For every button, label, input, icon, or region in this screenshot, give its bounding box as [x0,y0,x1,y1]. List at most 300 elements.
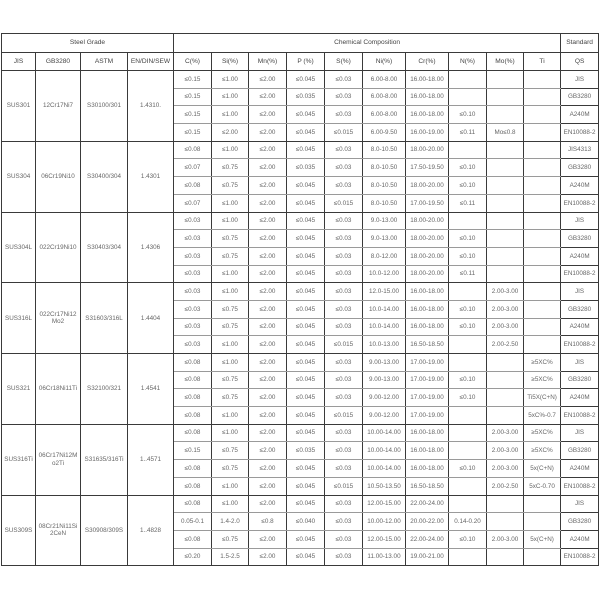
cell-ti [524,212,561,230]
grade-en-din-sew: 1.4541 [128,354,174,425]
cell-qs-standard: GB3280 [561,513,599,531]
grade-gb3280: 06Cr19Ni10 [36,141,81,212]
cell-si: ≤1.00 [212,106,249,124]
cell-mn: ≤2.00 [249,371,287,389]
cell-si: ≤0.75 [212,300,249,318]
cell-qs-standard: EN10088-2 [561,477,599,495]
cell-c: ≤0.15 [174,106,212,124]
grade-jis: SUS301 [2,71,36,142]
cell-c: ≤0.08 [174,407,212,425]
cell-mn: ≤2.00 [249,336,287,354]
cell-ni: 6.00-9.50 [363,124,406,142]
cell-n: ≤0.10 [449,177,487,195]
cell-mo: 2.00-3.00 [487,530,524,548]
cell-p: ≤0.045 [287,318,325,336]
cell-cr: 16.00-18.00 [406,318,449,336]
cell-mn: ≤2.00 [249,495,287,513]
col-gb3280: GB3280 [36,53,81,71]
cell-si: ≤1.00 [212,71,249,89]
cell-qs-standard: JIS4313 [561,141,599,159]
grade-en-din-sew: 1.4404 [128,283,174,354]
cell-si: ≤0.75 [212,159,249,177]
cell-p: ≤0.045 [287,247,325,265]
cell-p: ≤0.045 [287,495,325,513]
cell-si: ≤0.75 [212,247,249,265]
cell-qs-standard: A240M [561,530,599,548]
cell-ni: 12.0-15.00 [363,283,406,301]
cell-p: ≤0.045 [287,354,325,372]
col-c: C(%) [174,53,212,71]
cell-si: ≤1.00 [212,336,249,354]
grade-gb3280: 022Cr17Ni12 Mo2 [36,283,81,354]
cell-ti [524,300,561,318]
cell-n [449,548,487,566]
cell-mo [487,247,524,265]
cell-si: ≤1.00 [212,495,249,513]
cell-qs-standard: GB3280 [561,371,599,389]
cell-p: ≤0.045 [287,336,325,354]
grade-en-din-sew: 1.4306 [128,212,174,283]
cell-si: ≤1.00 [212,354,249,372]
cell-n [449,71,487,89]
cell-cr: 16.00-18.00 [406,88,449,106]
cell-n [449,336,487,354]
grade-en-din-sew: 1.4310. [128,71,174,142]
cell-c: ≤0.03 [174,283,212,301]
cell-si: ≤1.00 [212,477,249,495]
cell-s: ≤0.03 [325,371,363,389]
cell-s: ≤0.03 [325,141,363,159]
cell-mn: ≤2.00 [249,460,287,478]
cell-p: ≤0.035 [287,442,325,460]
cell-mo: 2.00-2.50 [487,336,524,354]
cell-mo [487,230,524,248]
cell-ti [524,548,561,566]
header-column-row [2,53,599,71]
cell-qs-standard: A240M [561,318,599,336]
grade-astm: S30908/309S [81,495,128,566]
grade-astm: S30403/304 [81,212,128,283]
cell-n: ≤0.11 [449,194,487,212]
cell-ni: 8.0-10.50 [363,141,406,159]
cell-c: ≤0.08 [174,530,212,548]
cell-c: ≤0.15 [174,88,212,106]
cell-ti [524,88,561,106]
col-astm: ASTM [81,53,128,71]
grade-astm: S30100/301 [81,71,128,142]
cell-mn: ≤2.00 [249,424,287,442]
cell-ni: 9.00-12.00 [363,407,406,425]
cell-mn: ≤2.00 [249,283,287,301]
cell-cr: 18.00-20.00 [406,177,449,195]
cell-s: ≤0.03 [325,354,363,372]
col-ti: Ti [524,53,561,71]
cell-ni: 9.00-12.00 [363,389,406,407]
cell-s: ≤0.015 [325,336,363,354]
col-en-din-sew: EN/DIN/SEW [128,53,174,71]
cell-s: ≤0.03 [325,442,363,460]
grade-gb3280: 06Cr17Ni12M o2Ti [36,424,81,495]
cell-si: ≤1.00 [212,265,249,283]
cell-qs-standard: A240M [561,177,599,195]
cell-p: ≤0.045 [287,371,325,389]
grade-astm: S32100/321 [81,354,128,425]
cell-mn: ≤2.00 [249,247,287,265]
cell-qs-standard: JIS [561,283,599,301]
cell-p: ≤0.045 [287,424,325,442]
cell-s: ≤0.015 [325,407,363,425]
cell-ti: 5x(C+N) [524,530,561,548]
cell-ti: 5xC%-0.7 [524,407,561,425]
cell-n [449,354,487,372]
cell-qs-standard: JIS [561,354,599,372]
cell-n [449,141,487,159]
cell-ni: 8.0-10.50 [363,177,406,195]
cell-mo: 2.00-3.00 [487,424,524,442]
cell-mo [487,141,524,159]
cell-n: ≤0.10 [449,230,487,248]
cell-mn: ≤2.00 [249,88,287,106]
cell-ni: 8.0-10.50 [363,194,406,212]
cell-qs-standard: A240M [561,460,599,478]
cell-p: ≤0.045 [287,460,325,478]
cell-cr: 22.00-24.00 [406,530,449,548]
cell-qs-standard: A240M [561,106,599,124]
cell-n: 0.14-0.20 [449,513,487,531]
cell-p: ≤0.045 [287,177,325,195]
table-row [2,141,599,159]
cell-s: ≤0.03 [325,71,363,89]
col-p: P (%) [287,53,325,71]
cell-mo: 2.00-3.00 [487,300,524,318]
cell-mn: ≤0.8 [249,513,287,531]
cell-mn: ≤2.00 [249,194,287,212]
cell-ni: 8.0-12.00 [363,247,406,265]
cell-s: ≤0.03 [325,177,363,195]
cell-c: ≤0.07 [174,159,212,177]
cell-mn: ≤2.00 [249,71,287,89]
cell-mo [487,88,524,106]
cell-si: ≤2.00 [212,124,249,142]
cell-c: ≤0.03 [174,318,212,336]
cell-ni: 6.00-8.00 [363,88,406,106]
cell-cr: 19.00-21.00 [406,548,449,566]
col-ni: Ni(%) [363,53,406,71]
cell-mo [487,212,524,230]
grade-jis: SUS304L [2,212,36,283]
cell-s: ≤0.03 [325,424,363,442]
grade-en-din-sew: 1..4828 [128,495,174,566]
cell-cr: 17.00-19.00 [406,354,449,372]
grade-jis: SUS316Ti [2,424,36,495]
cell-mn: ≤2.00 [249,212,287,230]
grade-jis: SUS321 [2,354,36,425]
grade-astm: S31635/316Ti [81,424,128,495]
cell-cr: 18.00-20.00 [406,230,449,248]
cell-ti: Ti5X(C+N) [524,389,561,407]
cell-c: ≤0.03 [174,300,212,318]
cell-mo [487,389,524,407]
cell-ni: 12.00-15.00 [363,495,406,513]
cell-p: ≤0.045 [287,194,325,212]
cell-c: ≤0.08 [174,177,212,195]
cell-ni: 10.00-12.00 [363,513,406,531]
cell-p: ≤0.045 [287,283,325,301]
cell-ti [524,283,561,301]
cell-mn: ≤2.00 [249,477,287,495]
cell-qs-standard: GB3280 [561,230,599,248]
cell-ti [524,336,561,354]
header-steel-grade: Steel Grade [2,34,174,53]
col-si: Si(%) [212,53,249,71]
grade-jis: SUS304 [2,141,36,212]
cell-c: ≤0.08 [174,424,212,442]
cell-n: ≤0.10 [449,460,487,478]
cell-s: ≤0.03 [325,159,363,177]
header-group-row [2,34,599,53]
cell-qs-standard: A240M [561,247,599,265]
cell-ti: ≥5XC% [524,371,561,389]
cell-mo [487,495,524,513]
steel-composition-table [1,33,599,566]
cell-n [449,283,487,301]
grade-gb3280: 12Cr17Ni7 [36,71,81,142]
cell-si: ≤0.75 [212,389,249,407]
cell-s: ≤0.03 [325,548,363,566]
cell-p: ≤0.045 [287,212,325,230]
cell-p: ≤0.045 [287,265,325,283]
cell-si: ≤0.75 [212,460,249,478]
cell-si: ≤1.00 [212,88,249,106]
cell-mo: 2.00-3.00 [487,460,524,478]
cell-mn: ≤2.00 [249,159,287,177]
cell-ni: 10.50-13.50 [363,477,406,495]
cell-cr: 17.00-19.00 [406,389,449,407]
cell-ni: 10.00-14.00 [363,460,406,478]
cell-ti: ≥5XC% [524,442,561,460]
cell-ti: 5x(C+N) [524,460,561,478]
cell-ni: 10.00-14.00 [363,424,406,442]
cell-cr: 16.00-18.00 [406,71,449,89]
cell-mo [487,407,524,425]
cell-ti [524,265,561,283]
cell-p: ≤0.045 [287,389,325,407]
cell-mo: 2.00-3.00 [487,318,524,336]
cell-mo [487,194,524,212]
cell-s: ≤0.015 [325,477,363,495]
cell-c: ≤0.03 [174,230,212,248]
cell-qs-standard: GB3280 [561,442,599,460]
cell-mo [487,177,524,195]
cell-n [449,495,487,513]
cell-ni: 6.00-8.00 [363,71,406,89]
cell-qs-standard: JIS [561,212,599,230]
cell-ti [524,159,561,177]
cell-qs-standard: EN10088-2 [561,124,599,142]
grade-jis: SUS309S [2,495,36,566]
cell-ti [524,124,561,142]
cell-cr: 16.00-18.00 [406,442,449,460]
cell-ni: 10.0-12.00 [363,265,406,283]
cell-cr: 17.00-19.50 [406,194,449,212]
cell-s: ≤0.03 [325,247,363,265]
cell-n: ≤0.10 [449,300,487,318]
cell-p: ≤0.035 [287,88,325,106]
cell-cr: 16.50-18.50 [406,336,449,354]
header-standard: Standard [561,34,599,53]
cell-cr: 18.00-20.00 [406,247,449,265]
cell-mo: 2.00-2.50 [487,477,524,495]
table-body [2,71,599,566]
cell-mn: ≤2.00 [249,530,287,548]
cell-si: ≤1.00 [212,424,249,442]
cell-mn: ≤2.00 [249,106,287,124]
cell-mn: ≤2.00 [249,548,287,566]
cell-s: ≤0.03 [325,300,363,318]
grade-astm: S30400/304 [81,141,128,212]
grade-en-din-sew: 1..4571 [128,424,174,495]
cell-si: 1.5-2.5 [212,548,249,566]
cell-cr: 18.00-20.00 [406,265,449,283]
cell-s: ≤0.03 [325,283,363,301]
cell-si: ≤1.00 [212,212,249,230]
cell-n: ≤0.10 [449,247,487,265]
table-row [2,212,599,230]
cell-qs-standard: EN10088-2 [561,548,599,566]
cell-ni: 9.00-13.00 [363,354,406,372]
cell-s: ≤0.03 [325,513,363,531]
cell-mn: ≤2.00 [249,318,287,336]
cell-cr: 16.00-18.00 [406,283,449,301]
cell-ni: 10.0-14.00 [363,318,406,336]
cell-cr: 16.00-18.00 [406,424,449,442]
cell-si: ≤1.00 [212,194,249,212]
cell-n: ≤0.10 [449,371,487,389]
grade-gb3280: 06Cr18Ni11Ti [36,354,81,425]
cell-cr: 22.00-24.00 [406,495,449,513]
cell-c: ≤0.08 [174,141,212,159]
cell-n [449,407,487,425]
cell-mo [487,265,524,283]
cell-si: ≤1.00 [212,283,249,301]
col-s: S(%) [325,53,363,71]
cell-ti: ≥5XC% [524,424,561,442]
cell-ni: 11.00-13.00 [363,548,406,566]
cell-p: ≤0.045 [287,477,325,495]
cell-c: ≤0.08 [174,354,212,372]
cell-si: ≤0.75 [212,318,249,336]
cell-s: ≤0.03 [325,389,363,407]
cell-n [449,88,487,106]
cell-si: ≤0.75 [212,230,249,248]
cell-ti [524,71,561,89]
cell-c: ≤0.08 [174,389,212,407]
cell-cr: 16.00-18.00 [406,300,449,318]
cell-qs-standard: JIS [561,424,599,442]
cell-ti: 5xC-0.70 [524,477,561,495]
cell-c: ≤0.07 [174,194,212,212]
cell-ni: 9.00-13.00 [363,371,406,389]
cell-qs-standard: JIS [561,495,599,513]
table-row [2,354,599,372]
col-mo: Mo(%) [487,53,524,71]
cell-c: ≤0.08 [174,477,212,495]
cell-n: ≤0.10 [449,106,487,124]
cell-c: ≤0.03 [174,212,212,230]
cell-mn: ≤2.00 [249,407,287,425]
cell-qs-standard: EN10088-2 [561,336,599,354]
col-n: N(%) [449,53,487,71]
cell-n: ≤0.10 [449,318,487,336]
cell-c: ≤0.15 [174,442,212,460]
cell-ti [524,513,561,531]
cell-ti [524,177,561,195]
cell-n: ≤0.10 [449,530,487,548]
cell-c: ≤0.08 [174,495,212,513]
cell-s: ≤0.03 [325,460,363,478]
cell-mo [487,548,524,566]
cell-ti [524,230,561,248]
cell-ni: 10.00-14.00 [363,442,406,460]
cell-qs-standard: JIS [561,71,599,89]
cell-cr: 20.00-22.00 [406,513,449,531]
cell-c: 0.05-0.1 [174,513,212,531]
cell-mo [487,354,524,372]
col-cr: Cr(%) [406,53,449,71]
cell-mn: ≤2.00 [249,141,287,159]
grade-en-din-sew: 1.4301 [128,141,174,212]
cell-qs-standard: EN10088-2 [561,194,599,212]
cell-p: ≤0.045 [287,407,325,425]
cell-s: ≤0.03 [325,88,363,106]
cell-qs-standard: GB3280 [561,159,599,177]
cell-cr: 17.00-19.00 [406,407,449,425]
cell-c: ≤0.15 [174,124,212,142]
cell-mo [487,371,524,389]
cell-mn: ≤2.00 [249,265,287,283]
cell-mn: ≤2.00 [249,389,287,407]
table-row [2,71,599,89]
cell-ni: 10.0-14.00 [363,300,406,318]
col-qs: QS [561,53,599,71]
cell-s: ≤0.03 [325,230,363,248]
cell-c: ≤0.08 [174,371,212,389]
cell-n [449,442,487,460]
grade-gb3280: 08Cr21Ni11Si 2CeN [36,495,81,566]
cell-ni: 9.0-13.00 [363,230,406,248]
cell-s: ≤0.03 [325,106,363,124]
grade-gb3280: 022Cr19Ni10 [36,212,81,283]
cell-p: ≤0.035 [287,159,325,177]
cell-p: ≤0.045 [287,106,325,124]
cell-n: ≤0.10 [449,159,487,177]
cell-ti [524,141,561,159]
cell-ni: 9.0-13.00 [363,212,406,230]
cell-n: ≤0.11 [449,265,487,283]
cell-mo: Mo≤0.8 [487,124,524,142]
cell-mn: ≤2.00 [249,354,287,372]
cell-ti: ≥5XC% [524,354,561,372]
cell-cr: 17.50-19.50 [406,159,449,177]
cell-p: ≤0.040 [287,513,325,531]
cell-cr: 18.00-20.00 [406,212,449,230]
cell-c: ≤0.03 [174,336,212,354]
cell-qs-standard: A240M [561,389,599,407]
col-mn: Mn(%) [249,53,287,71]
cell-p: ≤0.045 [287,530,325,548]
cell-cr: 16.00-18.00 [406,106,449,124]
cell-p: ≤0.045 [287,230,325,248]
